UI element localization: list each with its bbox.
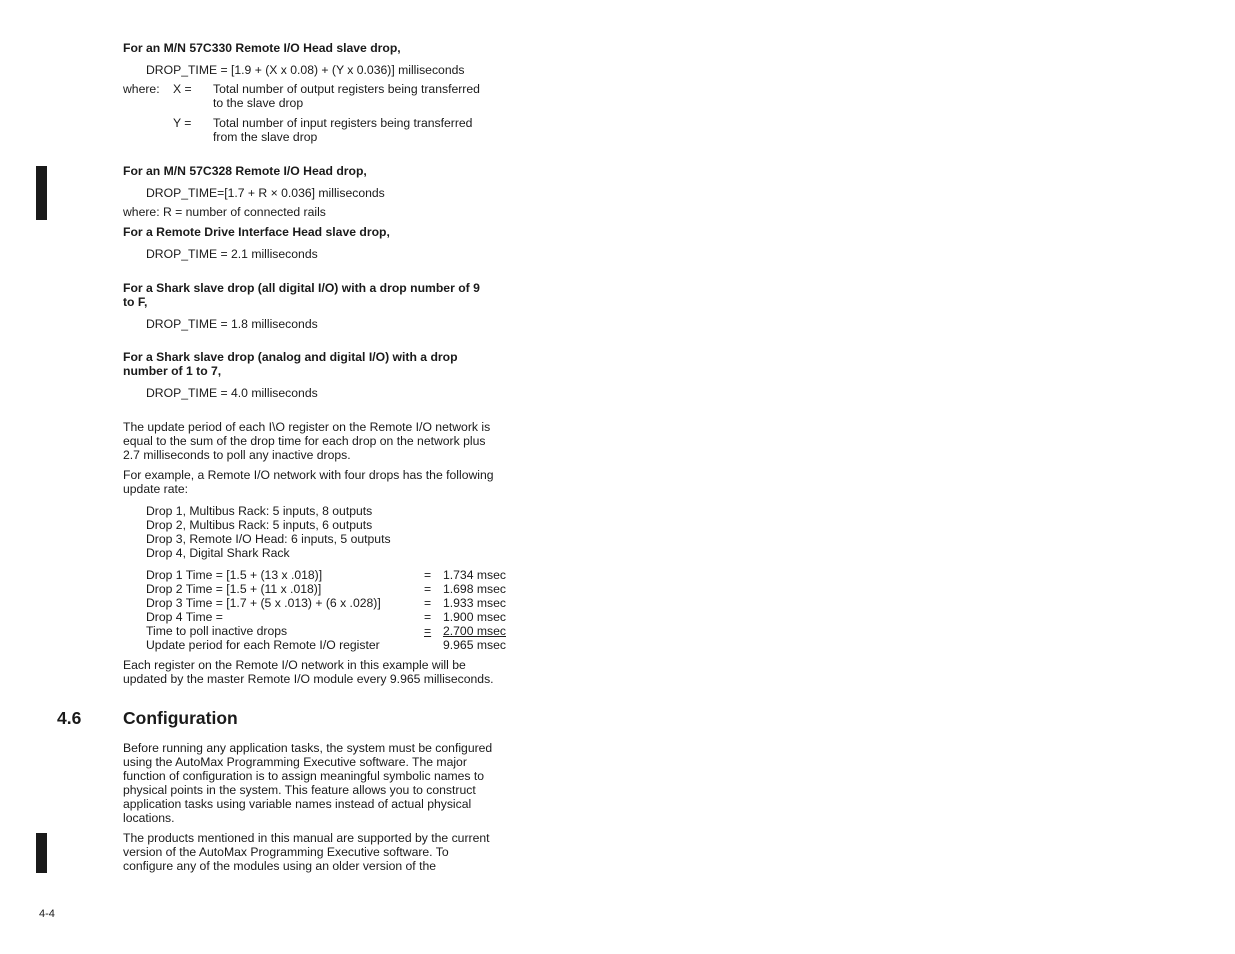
config-para1-line: physical points in the system. This feature allows you to construct <box>123 783 476 797</box>
update-para3-line2: updated by the master Remote I/O module every 9.965 milliseconds. <box>123 672 494 686</box>
heading-shark-digital-line1: For a Shark slave drop (all digital I/O) with a drop number of 9 <box>123 281 480 295</box>
time-equals: = <box>424 610 432 624</box>
config-para1-line: using the AutoMax Programming Executive software. The major <box>123 755 467 769</box>
time-row <box>146 582 506 596</box>
where-r: where: R = number of connected rails <box>123 205 326 219</box>
page-number: 4-4 <box>39 908 55 920</box>
x-desc-line2: to the slave drop <box>213 96 304 110</box>
time-label: Drop 1 Time = [1.5 + (13 x .018)] <box>146 568 323 582</box>
heading-57c330: For an M/N 57C330 Remote I/O Head slave drop, <box>123 41 401 55</box>
formula-shark-analog: DROP_TIME = 4.0 milliseconds <box>146 386 318 400</box>
time-value: 1.933 msec <box>442 596 506 610</box>
formula-rdi: DROP_TIME = 2.1 milliseconds <box>146 247 318 261</box>
time-label: Drop 2 Time = [1.5 + (11 x .018)] <box>146 582 322 596</box>
time-equals: = <box>424 624 432 638</box>
drop-item: Drop 2, Multibus Rack: 5 inputs, 6 outputs <box>146 518 373 532</box>
update-para1-line2: equal to the sum of the drop time for each drop on the network plus <box>123 434 486 448</box>
config-para2-line: configure any of the modules using an older version of the <box>123 859 437 873</box>
heading-shark-analog-line1: For a Shark slave drop (analog and digital I/O) with a drop <box>123 350 458 364</box>
x-desc-line1: Total number of output registers being transferred <box>213 82 480 96</box>
time-row <box>146 568 506 582</box>
time-value: 1.900 msec <box>442 610 506 624</box>
drop-item: Drop 3, Remote I/O Head: 6 inputs, 5 outputs <box>146 532 391 546</box>
update-para1-line1: The update period of each I\O register on the Remote I/O network is <box>123 420 491 434</box>
time-value: 9.965 msec <box>442 638 506 652</box>
config-para1-line: application tasks using variable names instead of actual physical <box>123 797 472 811</box>
update-para3-line1: Each register on the Remote I/O network in this example will be <box>123 658 466 672</box>
y-label: Y = <box>173 116 192 130</box>
formula-57c330: DROP_TIME = [1.9 + (X x 0.08) + (Y x 0.036)] milliseconds <box>146 63 465 77</box>
time-equals: = <box>424 568 432 582</box>
heading-shark-analog-line2: number of 1 to 7, <box>123 364 222 378</box>
formula-shark-digital: DROP_TIME = 1.8 milliseconds <box>146 317 318 331</box>
section-number: 4.6 <box>57 708 82 728</box>
section-title: Configuration <box>123 708 238 728</box>
time-label: Drop 3 Time = [1.7 + (5 x .013) + (6 x .028)] <box>146 596 381 610</box>
time-equals: = <box>424 582 432 596</box>
time-label: Update period for each Remote I/O register <box>146 638 380 652</box>
config-para1-line: Before running any application tasks, the system must be configured <box>123 741 493 755</box>
y-desc-line1: Total number of input registers being transferred <box>213 116 473 130</box>
time-value: 2.700 msec <box>442 624 506 638</box>
update-para2-line2: update rate: <box>123 482 189 496</box>
config-para2-line: version of the AutoMax Programming Executive software. To <box>123 845 449 859</box>
heading-rdi: For a Remote Drive Interface Head slave drop, <box>123 225 390 239</box>
time-value: 1.698 msec <box>442 582 506 596</box>
x-label: X = <box>173 82 192 96</box>
time-row <box>146 596 506 610</box>
y-desc-line2: from the slave drop <box>213 130 318 144</box>
time-equals: = <box>424 596 432 610</box>
change-bar-top <box>36 166 47 220</box>
time-label: Time to poll inactive drops <box>146 624 288 638</box>
config-para1-line: locations. <box>123 811 175 825</box>
time-label: Drop 4 Time = <box>146 610 223 624</box>
update-para2-line1: For example, a Remote I/O network with four drops has the following <box>123 468 494 482</box>
drop-item: Drop 4, Digital Shark Rack <box>146 546 290 560</box>
update-para1-line3: 2.7 milliseconds to poll any inactive drops. <box>123 448 351 462</box>
drop-item: Drop 1, Multibus Rack: 5 inputs, 8 outputs <box>146 504 373 518</box>
heading-57c328: For an M/N 57C328 Remote I/O Head drop, <box>123 164 367 178</box>
where-label: where: <box>123 82 160 96</box>
time-row <box>146 624 506 638</box>
config-para1-line: function of configuration is to assign meaningful symbolic names to <box>123 769 485 783</box>
time-value: 1.734 msec <box>442 568 506 582</box>
time-row <box>146 610 506 624</box>
heading-shark-digital-line2: to F, <box>123 295 148 309</box>
config-para2-line: The products mentioned in this manual are supported by the current <box>123 831 490 845</box>
change-bar-bottom <box>36 833 47 873</box>
time-row-total <box>146 638 506 652</box>
formula-57c328: DROP_TIME=[1.7 + R × 0.036] milliseconds <box>146 186 385 200</box>
